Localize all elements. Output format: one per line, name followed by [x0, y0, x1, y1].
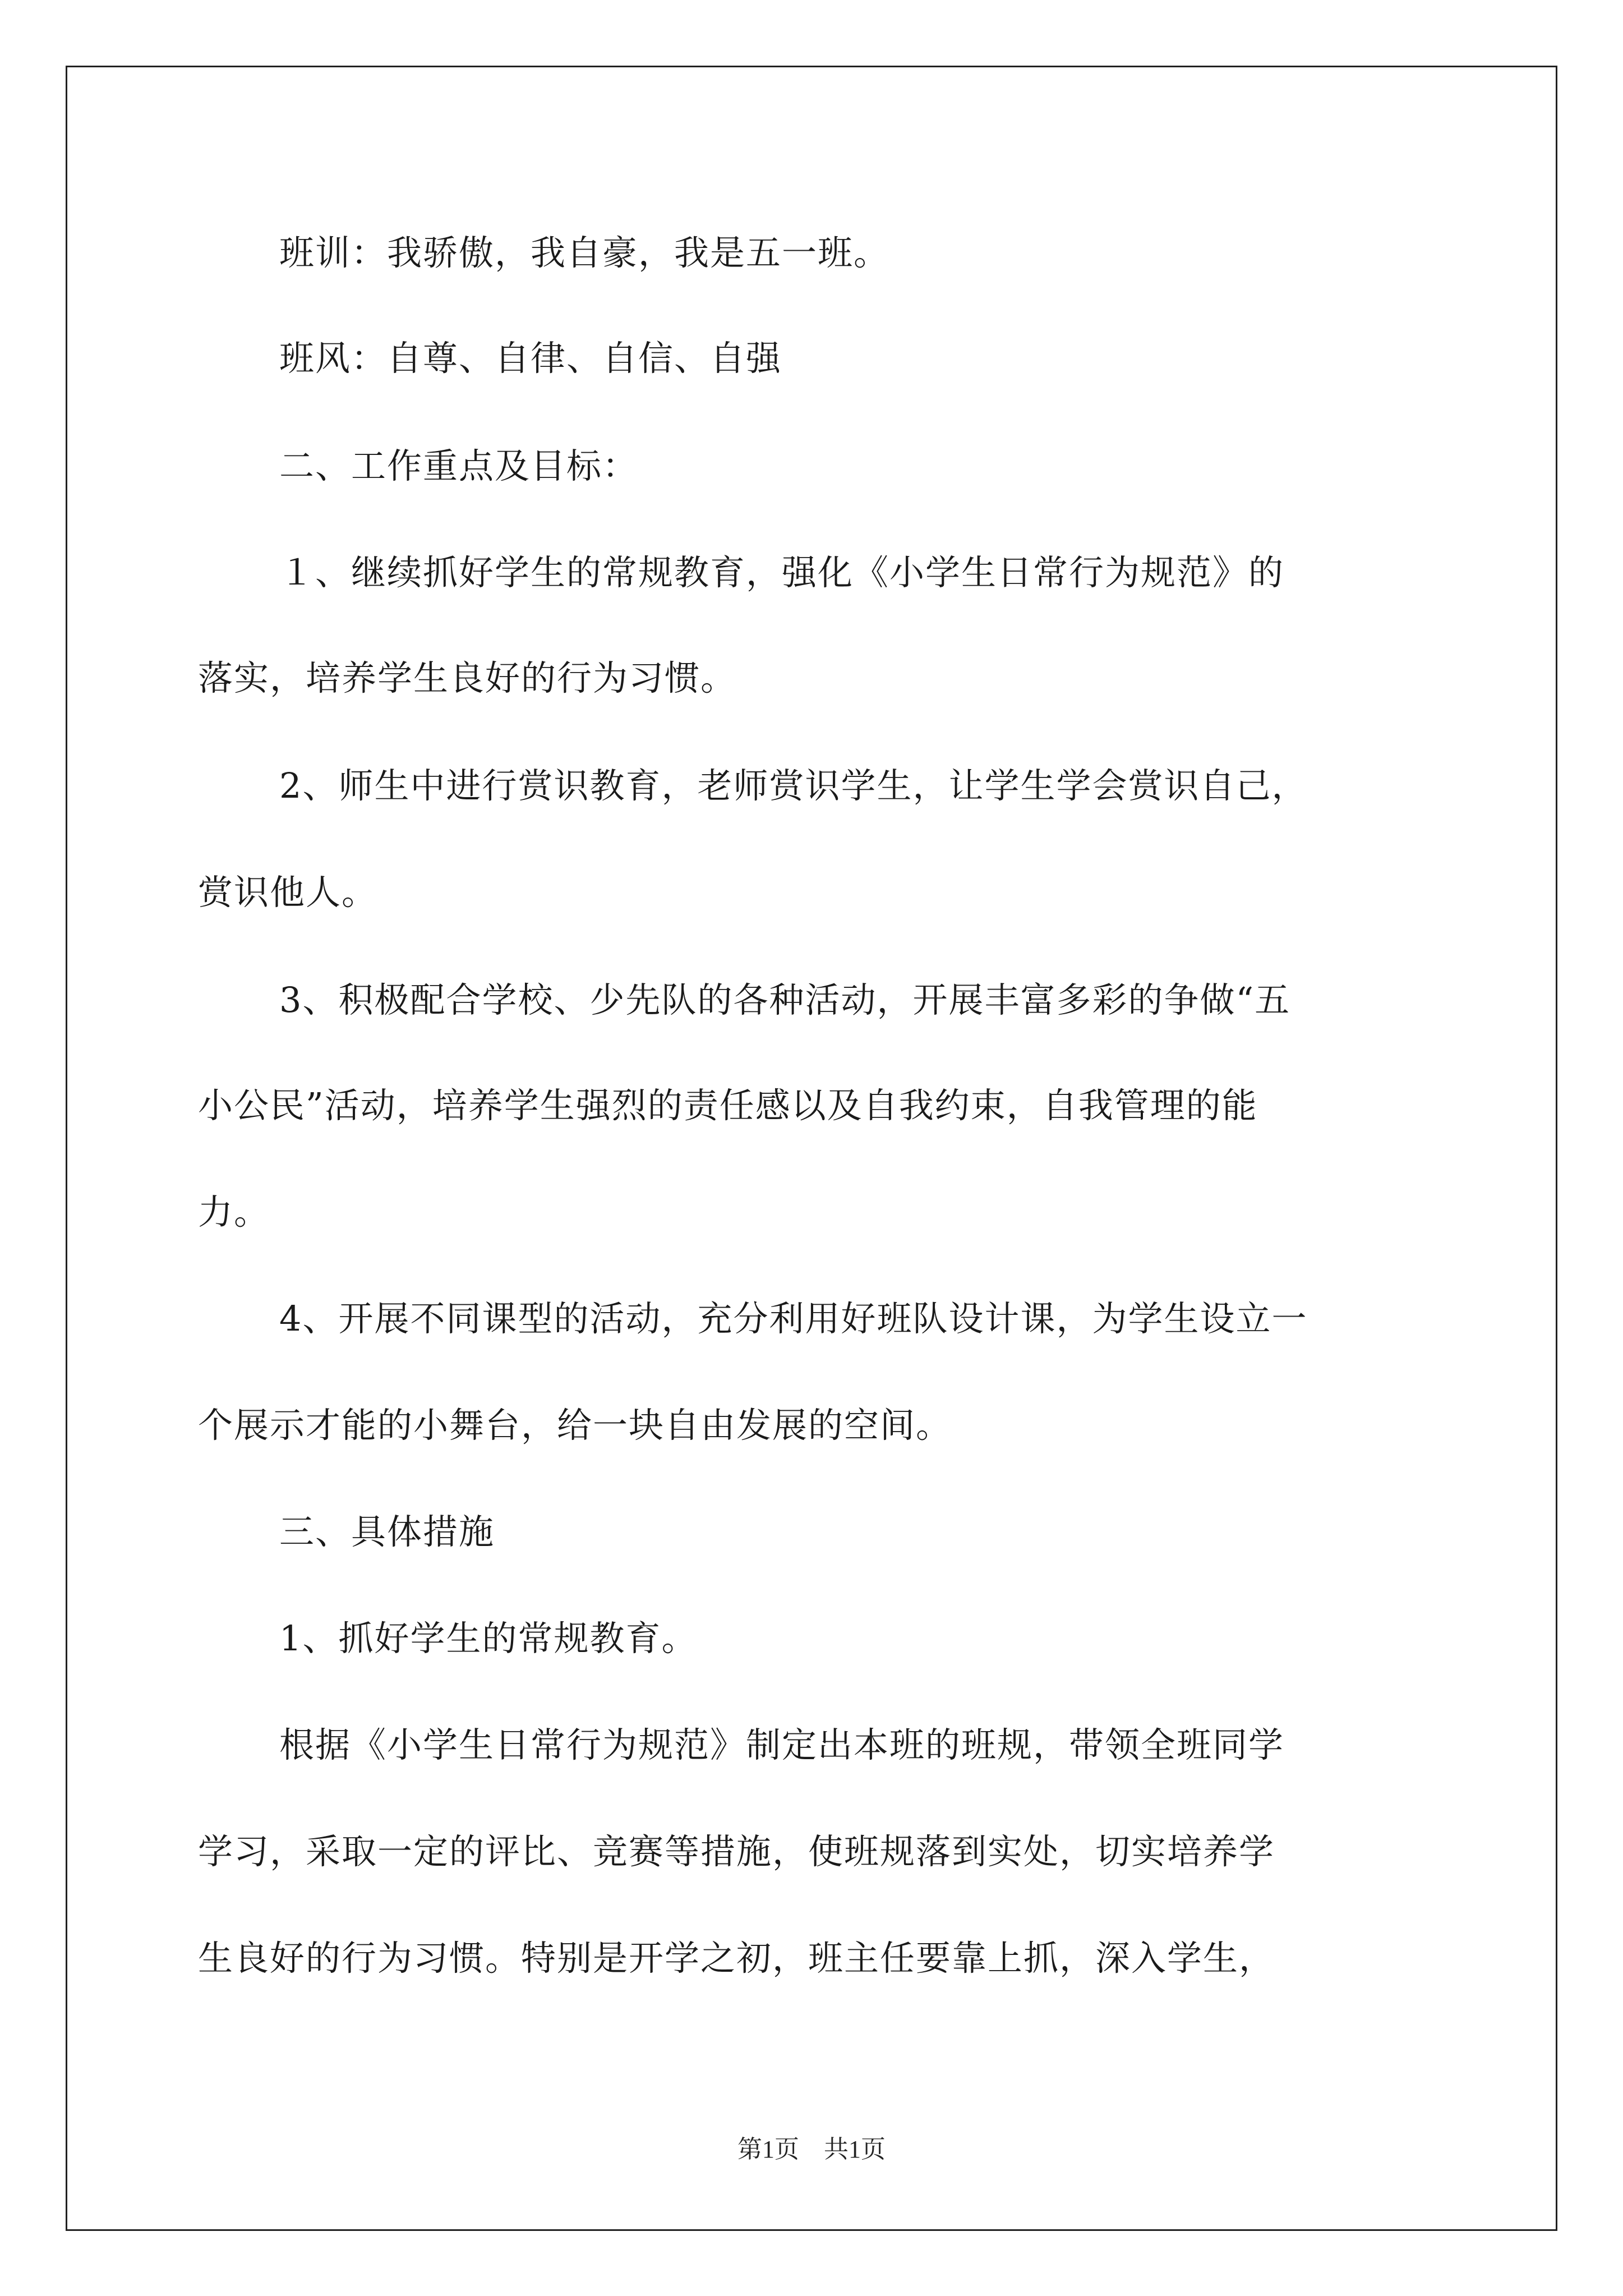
paragraph-line: 个展示才能的小舞台，给一块自由发展的空间。 — [198, 1405, 952, 1446]
paragraph-line: 赏识他人。 — [198, 872, 378, 913]
paragraph-line: 落实，培养学生良好的行为习惯。 — [198, 657, 737, 698]
page-border — [66, 66, 1557, 2231]
paragraph-line: 力。 — [198, 1191, 270, 1232]
section-heading-2: 二、工作重点及目标： — [279, 445, 639, 486]
paragraph-line: １、继续抓好学生的常规教育，强化《小学生日常行为规范》的 — [279, 552, 1285, 593]
paragraph-line: 生良好的行为习惯。特别是开学之初，班主任要靠上抓，深入学生， — [198, 1938, 1275, 1978]
subsection-heading: 1、抓好学生的常规教育。 — [279, 1618, 698, 1659]
paragraph-line: 3、积极配合学校、少先队的各种活动，开展丰富多彩的争做“五 — [279, 979, 1291, 1020]
paragraph-line: 根据《小学生日常行为规范》制定出本班的班规，带领全班同学 — [279, 1724, 1285, 1765]
class-style: 班风：自尊、自律、自信、自强 — [279, 338, 782, 379]
paragraph-line: 小公民”活动，培养学生强烈的责任感以及自我约束，自我管理的能 — [198, 1085, 1258, 1126]
paragraph-line: 4、开展不同课型的活动，充分利用好班队设计课，为学生设立一 — [279, 1298, 1308, 1339]
page-number-footer: 第1页 共1页 — [737, 2136, 886, 2163]
class-motto: 班训：我骄傲，我自豪，我是五一班。 — [279, 232, 890, 273]
section-heading-3: 三、具体措施 — [279, 1511, 495, 1552]
paragraph-line: 学习，采取一定的评比、竞赛等措施，使班规落到实处，切实培养学 — [198, 1831, 1275, 1872]
paragraph-line: 2、师生中进行赏识教育，老师赏识学生，让学生学会赏识自己， — [279, 765, 1308, 806]
